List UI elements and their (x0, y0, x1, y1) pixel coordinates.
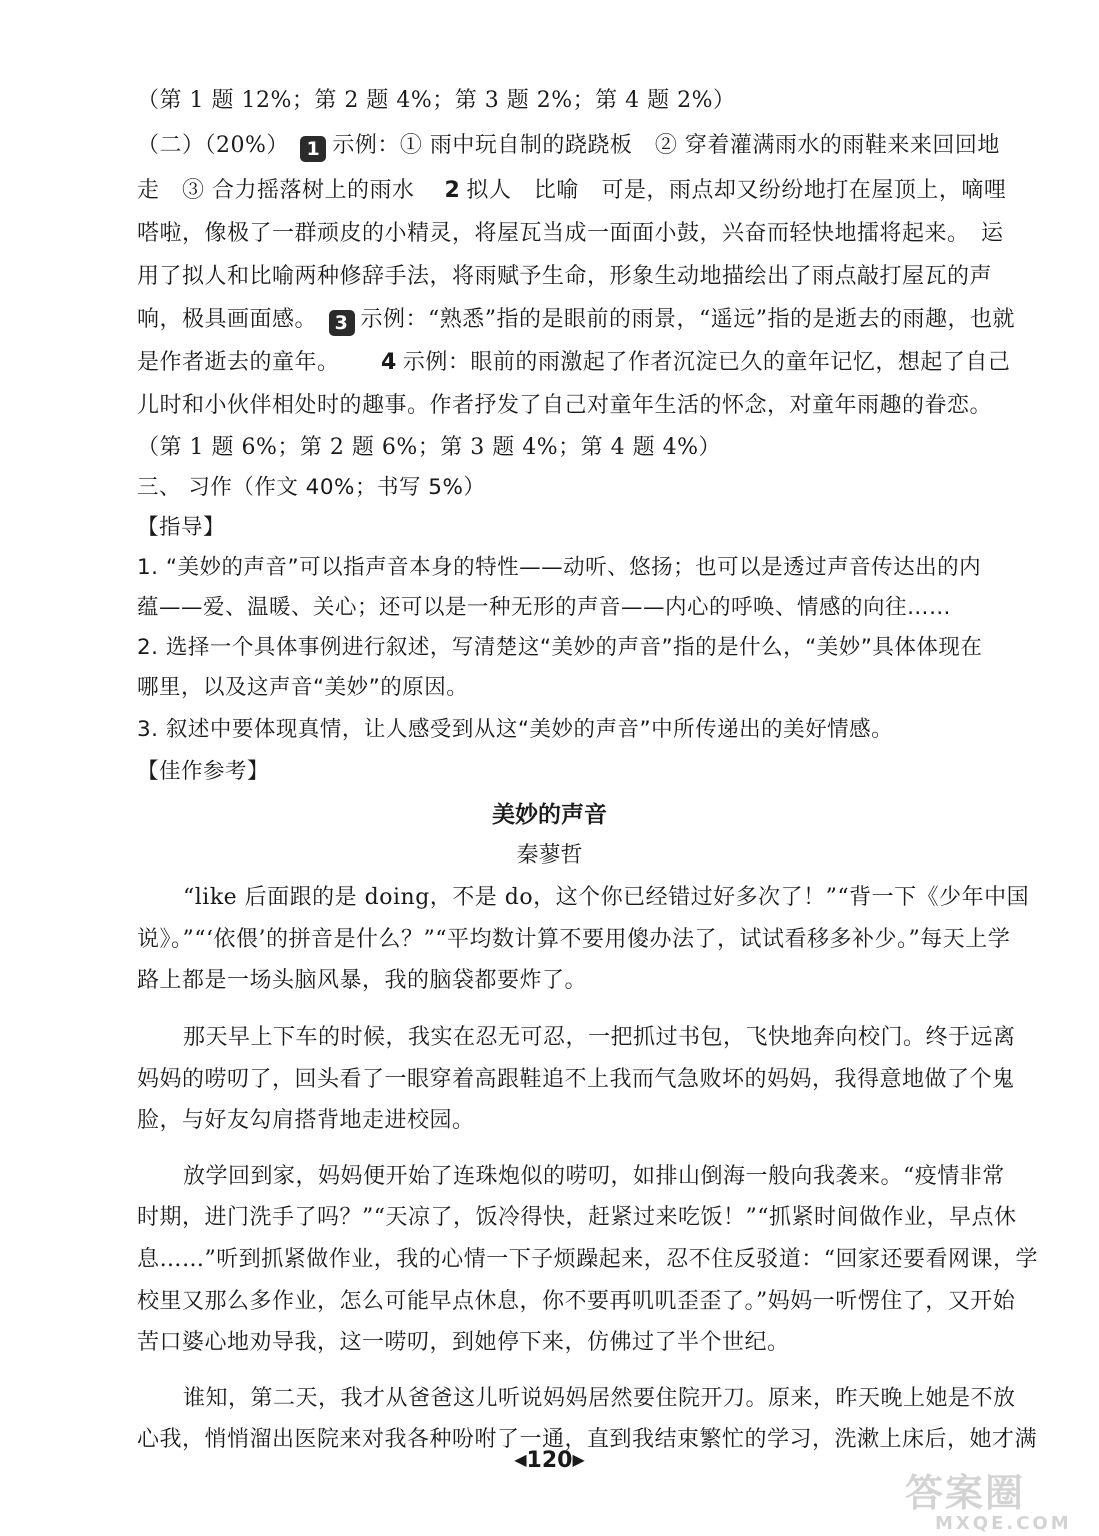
answer-text: 是作者逝去的童年。 (137, 350, 329, 375)
guide-line: 2. 选择一个具体事例进行叙述，写清楚这“美妙的声音”指的是什么，“美妙”具体体现在 (137, 635, 983, 660)
essay-line: 息……”听到抓紧做作业，我的心情一下子烦躁起来，忍不住反驳道：“回家还要看网课，学 (137, 1247, 1038, 1272)
answer-line (137, 305, 1016, 336)
essay-line: 谁知，第二天，我才从爸爸这儿听说妈妈居然要住院开刀。原来，昨天晚上她是不放 (183, 1386, 1016, 1411)
watermark-text: 答案圈 (905, 1471, 1026, 1515)
question-number-badge: 1 (300, 136, 326, 162)
right-arrow-icon: ▶ (572, 1450, 585, 1469)
essay-line: 校里又那么多作业，怎么可能早点休息，你不要再叽叽歪歪了。”妈妈一听愣住了，又开始 (137, 1289, 1016, 1314)
answer-line: 用了拟人和比喻两种修辞手法，将雨赋予生命，形象生动地描绘出了雨点敲打屋瓦的声 (137, 264, 993, 289)
answer-text: 示例：① 雨中玩自制的跷跷板 ② 穿着灌满雨水的雨鞋来来回回地 (332, 133, 1000, 158)
answer-text: 走 ③ 合力摇落树上的雨水 (137, 178, 415, 203)
left-arrow-icon: ◀ (514, 1450, 527, 1469)
score-line: （第 1 题 12%；第 2 题 4%；第 3 题 2%；第 4 题 2%） (137, 88, 736, 113)
answer-line: 嗒啦，像极了一群顽皮的小精灵，将屋瓦当成一面面小鼓，兴奋而轻快地擂将起来。 运 (137, 221, 1004, 246)
essay-line: 说》。”“‘依偎’的拼音是什么？”“平均数计算不要用傻办法了，试试看移多补少。”每天上学 (137, 927, 1011, 952)
page-number-text: 120 (526, 1448, 573, 1473)
answer-line (137, 131, 1007, 162)
answer-text: 示例：眼前的雨激起了作者沉淀已久的童年记忆，想起了自己 (402, 350, 1011, 375)
answer-line (137, 176, 1007, 206)
question-number: 2 (444, 178, 461, 203)
watermark-url: MXQE.COM (935, 1513, 1072, 1534)
answer-text: 示例：“熟悉”指的是眼前的雨景，“遥远”指的是逝去的雨趣，也就 (360, 307, 1016, 332)
essay-line: 苦口婆心地劝导我，这一唠叨，到她停下来，仿佛过了半个世纪。 (137, 1330, 790, 1355)
essay-line: “like 后面跟的是 doing，不是 do，这个你已经错过好多次了！”“背一下《少年中国 (183, 885, 1030, 910)
essay-title: 美妙的声音 (492, 802, 607, 828)
watermark-logo (905, 1462, 1095, 1532)
question-number-badge: 3 (329, 310, 355, 336)
essay-author: 秦蓼哲 (516, 843, 583, 868)
essay-line: 放学回到家，妈妈便开始了连珠炮似的唠叨，如排山倒海一般向我袭来。“疫情非常 (183, 1164, 1005, 1189)
guide-line: 哪里，以及这声音“美妙”的原因。 (137, 675, 469, 700)
question-number: 4 (381, 350, 397, 375)
guide-label: 【指导】 (137, 515, 226, 540)
answer-text: 响，极具画面感。 (137, 307, 318, 332)
essay-line: 那天早上下车的时候，我实在忍无可忍，一把抓过书包，飞快地奔向校门。终于远离 (183, 1025, 1016, 1050)
essay-line: 脸，与好友勾肩搭背地走进校园。 (137, 1108, 475, 1133)
score-line: （第 1 题 6%；第 2 题 6%；第 3 题 4%；第 4 题 4%） (137, 435, 722, 460)
sample-label: 【佳作参考】 (137, 759, 270, 784)
section-heading: 三、 习作（作文 40%；书写 5%） (137, 475, 486, 500)
guide-line: 1. “美妙的声音”可以指声音本身的特性——动听、悠扬；也可以是透过声音传达出的内 (137, 555, 982, 580)
essay-line: 路上都是一场头脑风暴，我的脑袋都要炸了。 (137, 968, 588, 993)
answer-line (137, 348, 1011, 378)
essay-line: 妈妈的唠叨了，回头看了一眼穿着高跟鞋追不上我而气急败坏的妈妈，我得意地做了个鬼 (137, 1067, 1015, 1092)
part-label: （二）（20%） (137, 133, 289, 158)
answer-line: 儿时和小伙伴相处时的趣事。作者抒发了自己对童年生活的怀念，对童年雨趣的眷恋。 (137, 393, 993, 418)
essay-line: 时期，进门洗手了吗？”“天凉了，饭冷得快，赶紧过来吃饭！”“抓紧时间做作业，早点休 (137, 1205, 1017, 1230)
answer-text: 拟人 比喻 可是，雨点却又纷纷地打在屋顶上，嘀哩 (466, 178, 1007, 203)
essay-line: 心我，悄悄溜出医院来对我各种吩咐了一通，直到我结束繁忙的学习，洗漱上床后，她才满 (137, 1427, 1038, 1452)
guide-line: 3. 叙述中要体现真情，让人感受到从这“美妙的声音”中所传递出的美好情感。 (137, 717, 894, 742)
guide-line: 蕴——爱、温暖、关心；还可以是一种无形的声音——内心的呼唤、情感的向往…… (137, 595, 952, 620)
